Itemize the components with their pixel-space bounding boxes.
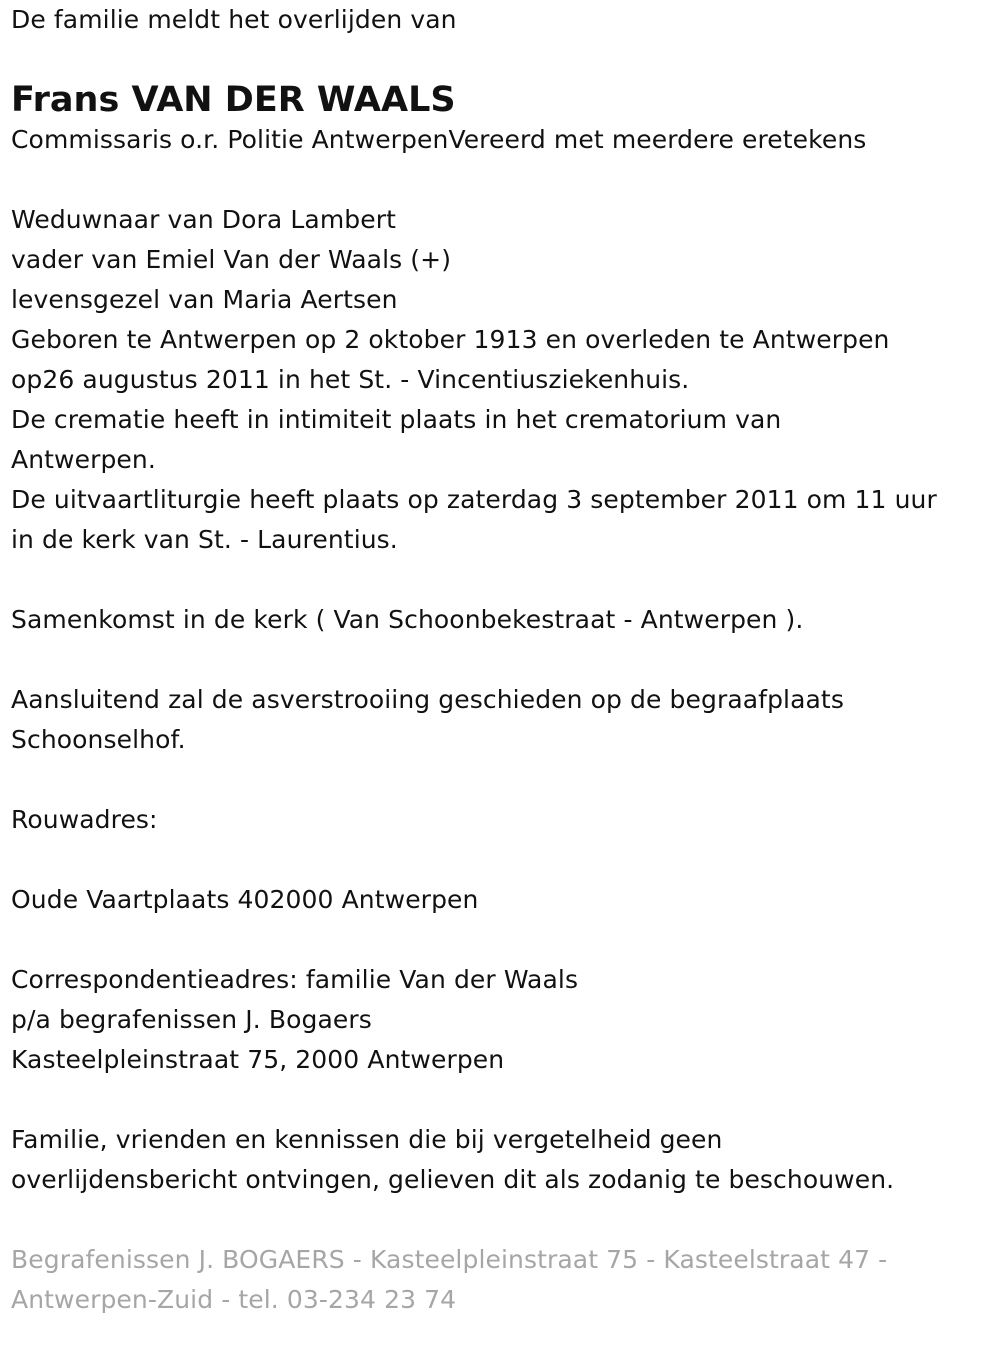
closing-line: overlijdensbericht ontvingen, gelieven dit als zodanig te beschouwen.: [11, 1165, 895, 1194]
cremation-line: De crematie heeft in intimiteit plaats in het crematorium van: [11, 405, 782, 434]
born-died-line: op26 augustus 2011 in het St. - Vincentiusziekenhuis.: [11, 365, 690, 394]
correspondence-line: p/a begrafenissen J. Bogaers: [11, 1005, 372, 1034]
correspondence-line: Correspondentieadres: familie Van der Waals: [11, 965, 579, 994]
relation-spouse: Weduwnaar van Dora Lambert: [11, 205, 397, 234]
intro-text: De familie meldt het overlijden van: [11, 5, 457, 34]
closing-line: Familie, vrienden en kennissen die bij vergetelheid geen: [11, 1125, 723, 1154]
correspondence-line: Kasteelpleinstraat 75, 2000 Antwerpen: [11, 1045, 505, 1074]
relation-partner: levensgezel van Maria Aertsen: [11, 285, 398, 314]
deceased-title: Commissaris o.r. Politie AntwerpenVereerd met meerdere eretekens: [11, 125, 867, 154]
mourning-label: Rouwadres:: [11, 805, 158, 834]
obituary-notice: [11, 0, 991, 1320]
funeral-home-footer: Begrafenissen J. BOGAERS - Kasteelpleinstraat 75 - Kasteelstraat 47 -: [11, 1245, 888, 1274]
born-died-line: Geboren te Antwerpen op 2 oktober 1913 en overleden te Antwerpen: [11, 325, 890, 354]
deceased-name: Frans VAN DER WAALS: [11, 80, 456, 120]
liturgy-line: in de kerk van St. - Laurentius.: [11, 525, 398, 554]
scattering-line: Schoonselhof.: [11, 725, 186, 754]
liturgy-line: De uitvaartliturgie heeft plaats op zaterdag 3 september 2011 om 11 uur: [11, 485, 937, 514]
meeting-text: Samenkomst in de kerk ( Van Schoonbekestraat - Antwerpen ).: [11, 605, 804, 634]
cremation-line: Antwerpen.: [11, 445, 156, 474]
relation-child: vader van Emiel Van der Waals (+): [11, 245, 452, 274]
mourning-address: Oude Vaartplaats 402000 Antwerpen: [11, 885, 479, 914]
scattering-line: Aansluitend zal de asverstrooiing geschieden op de begraafplaats: [11, 685, 844, 714]
funeral-home-footer: Antwerpen-Zuid - tel. 03-234 23 74: [11, 1285, 457, 1314]
